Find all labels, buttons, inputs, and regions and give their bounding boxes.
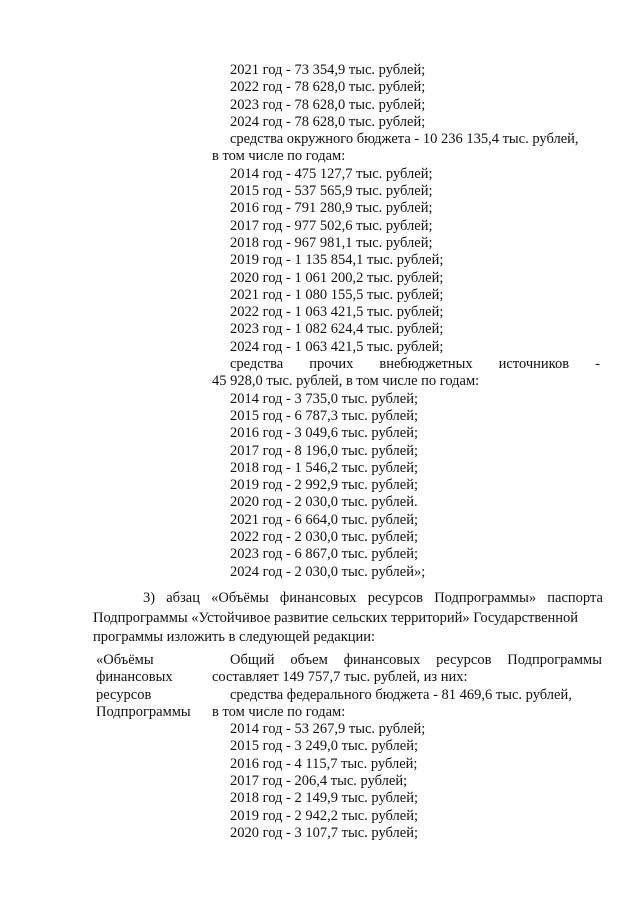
text-line: 2021 год - 6 664,0 тыс. рублей; bbox=[230, 511, 418, 528]
text-line: 2019 год - 2 992,9 тыс. рублей; bbox=[230, 477, 418, 494]
text-line: 2016 год - 3 049,6 тыс. рублей; bbox=[230, 425, 418, 442]
word: 3) bbox=[143, 590, 156, 606]
table-label-cell bbox=[96, 652, 206, 721]
text-line: 2023 год - 1 082 624,4 тыс. рублей; bbox=[230, 321, 444, 338]
text-line: 2019 год - 2 942,2 тыс. рублей; bbox=[230, 807, 418, 824]
text-line: 2023 год - 78 628,0 тыс. рублей; bbox=[230, 96, 426, 113]
word: «Объёмы bbox=[211, 590, 269, 606]
word: финансовых bbox=[343, 652, 421, 668]
text-line: 2020 год - 2 030,0 тыс. рублей. bbox=[230, 494, 418, 511]
text-line: 2014 год - 475 127,7 тыс. рублей; bbox=[230, 165, 433, 182]
word: абзац bbox=[166, 590, 200, 606]
text-line: 2020 год - 1 061 200,2 тыс. рублей; bbox=[230, 269, 444, 286]
word: Подпрограммы» bbox=[434, 590, 537, 606]
word: паспорта bbox=[547, 590, 603, 606]
text-line: 2023 год - 6 867,0 тыс. рублей; bbox=[230, 546, 418, 563]
funding-list-continued bbox=[212, 62, 600, 581]
justified-line-total bbox=[212, 652, 602, 669]
text-line: 2014 год - 53 267,9 тыс. рублей; bbox=[230, 721, 426, 738]
word: объем bbox=[290, 652, 328, 668]
justified-line-other-sources bbox=[212, 356, 600, 373]
text-line: 2014 год - 3 735,0 тыс. рублей; bbox=[230, 390, 418, 407]
text-line: 2024 год - 78 628,0 тыс. рублей; bbox=[230, 113, 426, 130]
text-line: составляет 149 757,7 тыс. рублей, из них: bbox=[212, 669, 468, 686]
word: ресурсов bbox=[367, 590, 424, 606]
word: средства bbox=[230, 356, 284, 373]
text-line: 2018 год - 1 546,2 тыс. рублей; bbox=[230, 459, 418, 476]
text-line: 2021 год - 73 354,9 тыс. рублей; bbox=[230, 62, 426, 78]
word: ресурсов bbox=[436, 652, 492, 668]
paragraph-3-line-2: Подпрограммы «Устойчивое развитие сельских территорий» Государственной bbox=[93, 609, 579, 626]
text-line: 2015 год - 6 787,3 тыс. рублей; bbox=[230, 407, 418, 424]
text-line: 2022 год - 78 628,0 тыс. рублей; bbox=[230, 79, 426, 96]
label-line: Подпрограммы bbox=[96, 703, 191, 720]
word: финансовых bbox=[279, 590, 357, 606]
text-line: 2017 год - 206,4 тыс. рублей; bbox=[230, 773, 408, 790]
word: - bbox=[595, 356, 600, 373]
text-line: в том числе по годам: bbox=[212, 703, 346, 720]
text-line: 2015 год - 3 249,0 тыс. рублей; bbox=[230, 738, 418, 755]
label-line: «Объёмы bbox=[96, 652, 154, 668]
word: Общий bbox=[230, 652, 275, 668]
text-line: 2017 год - 8 196,0 тыс. рублей; bbox=[230, 442, 418, 459]
text-line: 2016 год - 791 280,9 тыс. рублей; bbox=[230, 200, 433, 217]
text-line: 2020 год - 3 107,7 тыс. рублей; bbox=[230, 824, 418, 841]
paragraph-3-line-1 bbox=[93, 589, 603, 609]
label-line: финансовых bbox=[96, 669, 173, 686]
paragraph-3 bbox=[93, 589, 603, 648]
word: внебюджетных bbox=[379, 356, 473, 373]
text-line: 2024 год - 1 063 421,5 тыс. рублей; bbox=[230, 338, 444, 355]
table-content-cell bbox=[212, 652, 602, 842]
word: прочих bbox=[309, 356, 354, 373]
text-line: 2022 год - 2 030,0 тыс. рублей; bbox=[230, 529, 418, 546]
text-line: в том числе по годам: bbox=[212, 148, 346, 165]
text-line: 2015 год - 537 565,9 тыс. рублей; bbox=[230, 183, 433, 200]
text-line: 2018 год - 2 149,9 тыс. рублей; bbox=[230, 790, 418, 807]
text-line: 2019 год - 1 135 854,1 тыс. рублей; bbox=[230, 252, 444, 269]
text-line: 2016 год - 4 115,7 тыс. рублей; bbox=[230, 755, 418, 772]
word: источников bbox=[498, 356, 570, 373]
text-line: 2018 год - 967 981,1 тыс. рублей; bbox=[230, 234, 433, 251]
text-line: 2024 год - 2 030,0 тыс. рублей»; bbox=[230, 563, 426, 580]
text-line: 45 928,0 тыс. рублей, в том числе по годам: bbox=[212, 373, 480, 390]
paragraph-3-line-3: программы изложить в следующей редакции: bbox=[93, 629, 376, 645]
text-line: 2022 год - 1 063 421,5 тыс. рублей; bbox=[230, 304, 444, 321]
text-line: 2017 год - 977 502,6 тыс. рублей; bbox=[230, 217, 433, 234]
word: Подпрограммы bbox=[507, 652, 602, 668]
text-line: средства федерального бюджета - 81 469,6 тыс. рублей, bbox=[230, 686, 572, 703]
text-line: средства окружного бюджета - 10 236 135,4 тыс. рублей, bbox=[230, 131, 579, 148]
text-line: 2021 год - 1 080 155,5 тыс. рублей; bbox=[230, 286, 444, 303]
label-line: ресурсов bbox=[96, 686, 152, 703]
